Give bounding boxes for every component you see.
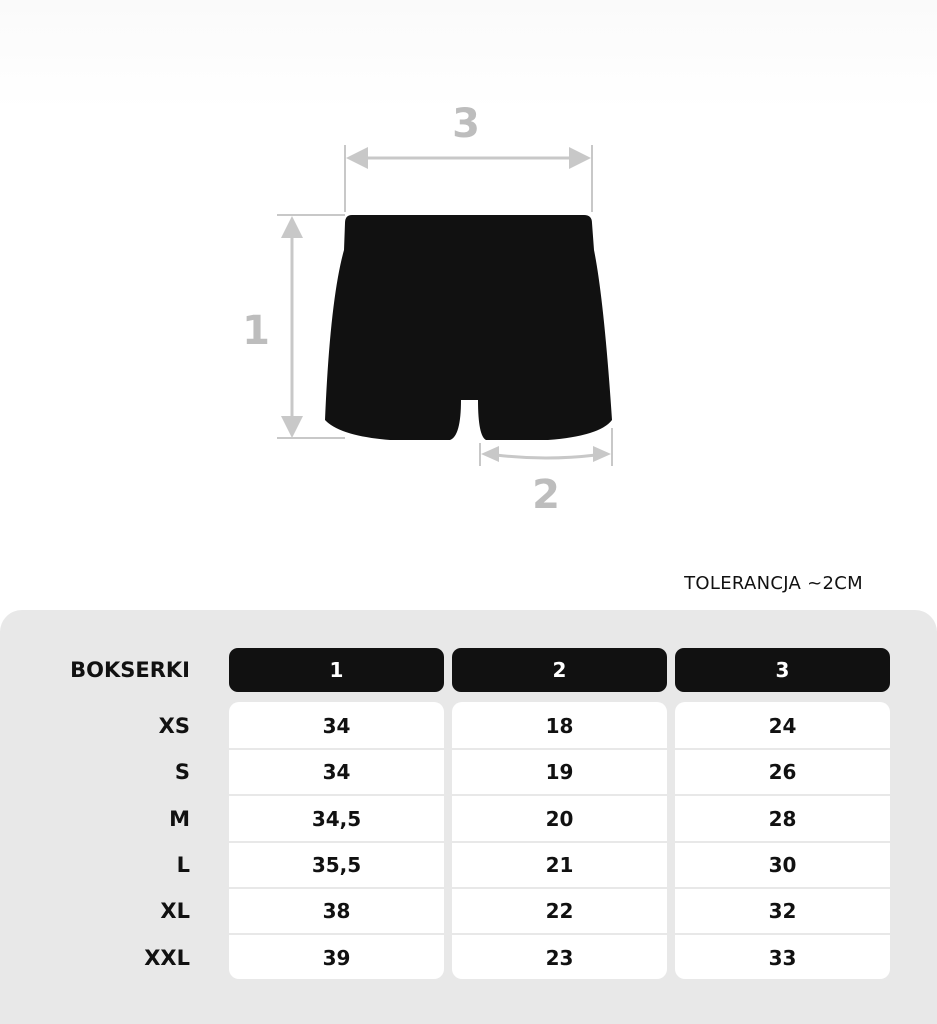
- arrow-right-icon: [593, 446, 611, 462]
- row-divider: [229, 794, 444, 796]
- table-cell: 24: [768, 714, 797, 738]
- dimension-label-leg: 2: [532, 472, 560, 518]
- size-label-m: M: [169, 807, 190, 831]
- table-cell: 18: [545, 714, 574, 738]
- table-cell: 28: [768, 807, 797, 831]
- dimension-leg: [480, 428, 612, 518]
- table-cell: 38: [322, 899, 351, 923]
- column-header-2: 2: [452, 648, 667, 692]
- tolerance-note: TOLERANCJA ~2CM: [684, 573, 863, 594]
- arrow-down-icon: [281, 416, 303, 438]
- size-label-xl: XL: [160, 899, 190, 923]
- row-divider: [452, 794, 667, 796]
- table-cell: 22: [545, 899, 574, 923]
- table-cell: 26: [768, 760, 797, 784]
- row-divider: [675, 933, 890, 935]
- arrow-left-icon: [346, 147, 368, 169]
- table-cell: 19: [545, 760, 574, 784]
- column-header-3: 3: [675, 648, 890, 692]
- dimension-label-waist: 3: [452, 101, 480, 147]
- row-divider: [452, 933, 667, 935]
- table-cell: 34: [322, 714, 351, 738]
- column-header-1: 1: [229, 648, 444, 692]
- dimension-waist: [345, 101, 592, 212]
- table-cell: 32: [768, 899, 797, 923]
- table-cell: 21: [545, 853, 574, 877]
- table-cell: 39: [322, 946, 351, 970]
- table-cell: 35,5: [311, 853, 362, 877]
- arrow-left-icon: [481, 446, 499, 462]
- row-divider: [675, 794, 890, 796]
- size-label-xxl: XXL: [144, 946, 190, 970]
- size-label-l: L: [176, 853, 190, 877]
- table-row-header: BOKSERKI: [70, 658, 190, 682]
- size-label-s: S: [174, 760, 190, 784]
- table-cell: 34,5: [311, 807, 362, 831]
- table-cell: 30: [768, 853, 797, 877]
- table-cell: 23: [545, 946, 574, 970]
- arrow-up-icon: [281, 216, 303, 238]
- table-cell: 34: [322, 760, 351, 784]
- row-divider: [229, 933, 444, 935]
- size-label-xs: XS: [158, 714, 190, 738]
- boxer-shorts-icon: [325, 215, 612, 440]
- table-cell: 33: [768, 946, 797, 970]
- dimension-label-height: 1: [242, 308, 270, 354]
- table-cell: 20: [545, 807, 574, 831]
- arrow-right-icon: [569, 147, 591, 169]
